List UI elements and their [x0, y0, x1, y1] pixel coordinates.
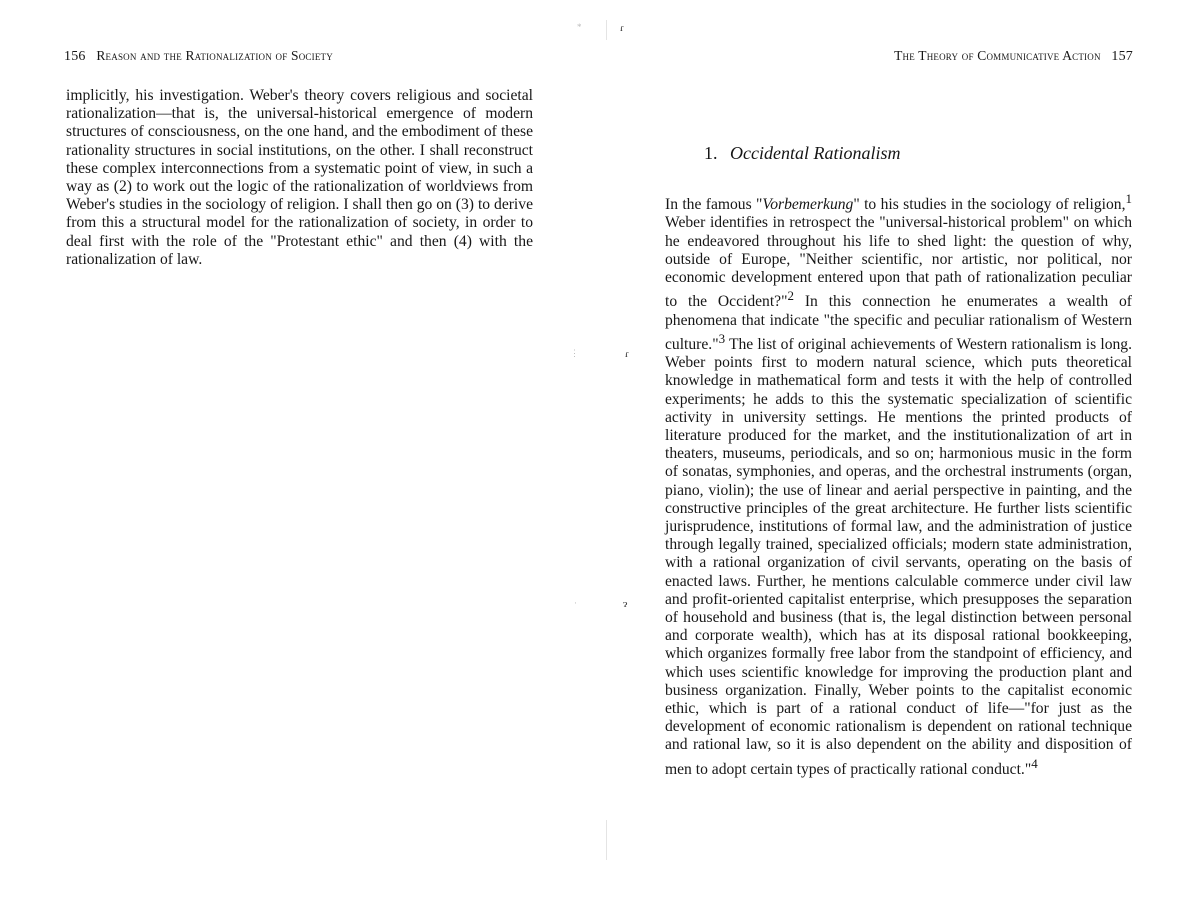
footnote-marker: 2 [787, 288, 794, 304]
right-page-header [894, 48, 1133, 65]
left-paragraph: implicitly, his investigation. Weber's theory covers religious and societal rationalization—that is, the universal-historical emergence of modern structures of consciousness, on the one hand, and the embodiment of these rationality structures in social institutions, on the other. I shall reconstruct these complex interconnections from a systematic point of view, in such a way as (2) to work out the logic of the rationalization of worldviews from Weber's studies in the sociology of religion. I shall then go on (3) to derive from this a structural model for the rationalization of society, in order to deal first with the role of the "Protestant ethic" and then (4) with the rationalization of law. [66, 87, 533, 268]
scan-speck: ɾ [620, 22, 624, 34]
footnote-marker: 4 [1031, 755, 1038, 771]
german-term: Vorbemerkung [762, 196, 854, 214]
right-page-number: 157 [1111, 49, 1133, 64]
scan-speck: ⋮ [570, 348, 579, 358]
section-number: 1. [704, 143, 718, 163]
scan-speck: * [577, 22, 582, 32]
footnote-marker: 3 [718, 330, 726, 346]
text-run: In the famous " [665, 196, 763, 214]
left-page-header [64, 48, 333, 65]
text-run: In this connection he enumerates a wealth of phenomena that indicate "the specific and peculiar rationalism of Western culture." [665, 293, 1132, 353]
section-heading [704, 143, 900, 164]
scan-speck: ɾ [625, 348, 629, 360]
text-run: " to his studies in the sociology of religion, [853, 196, 1126, 214]
section-title: Occidental Rationalism [730, 143, 901, 163]
right-body-text [665, 190, 1132, 779]
scan-speck: · [574, 598, 577, 608]
scan-speck: ɂ [623, 598, 628, 610]
right-page [600, 0, 1199, 899]
right-paragraph [665, 190, 1132, 779]
text-run: The list of original achievements of Western rationalism is long. Weber points first to modern natural science, which puts theoretical knowledge in mathematical form and tests it with the help of controlled experiments; he adds to this the systematic specialization of scientific activity in university settings. He mentions the printed products of literature produced for the market, and the institutionalization of art in theaters, museums, periodicals, and so on; harmonious music in the form of sonatas, symphonies, and operas, and the orchestral instruments (organ, piano, violin); the use of linear and aerial perspective in painting, and the constructive principles of the great architecture. He further lists scientific jurisprudence, institutions of formal law, and the administration of justice through legally trained, specialized officials; modern state administration, with a rational organization of civil servants, operating on the basis of enacted laws. Further, he mentions calculable commerce under civil law and profit-oriented capitalist enterprise, which presupposes the separation of household and business (that is, the legal distinction between personal and corporate wealth), which has at its disposal rational bookkeeping, which organizes formally free labor from the standpoint of efficiency, and which uses scientific knowledge for improving the production plant and business organization. Finally, Weber points to the capitalist economic ethic, which is part of a rational conduct of life—"for just as the development of economic rationalism is dependent on rational technique and rational law, so it is also dependent on the ability and disposition of men to adopt certain types of practically rational conduct." [665, 335, 1132, 778]
left-running-head: Reason and the Rationalization of Society [96, 48, 333, 63]
text-run: Weber identifies in retrospect the "universal-historical problem" on which he endeavored throughout his life to shed light: the question of why, outside of Europe, "Neither scientific, nor artistic, nor political, nor economic development entered upon that path of rationalization peculiar to the Occident?" [665, 214, 1132, 311]
left-body-text [66, 87, 533, 269]
footnote-marker: 1 [1125, 191, 1132, 206]
left-page-number: 156 [64, 49, 86, 64]
right-running-head: The Theory of Communicative Action [894, 48, 1101, 63]
